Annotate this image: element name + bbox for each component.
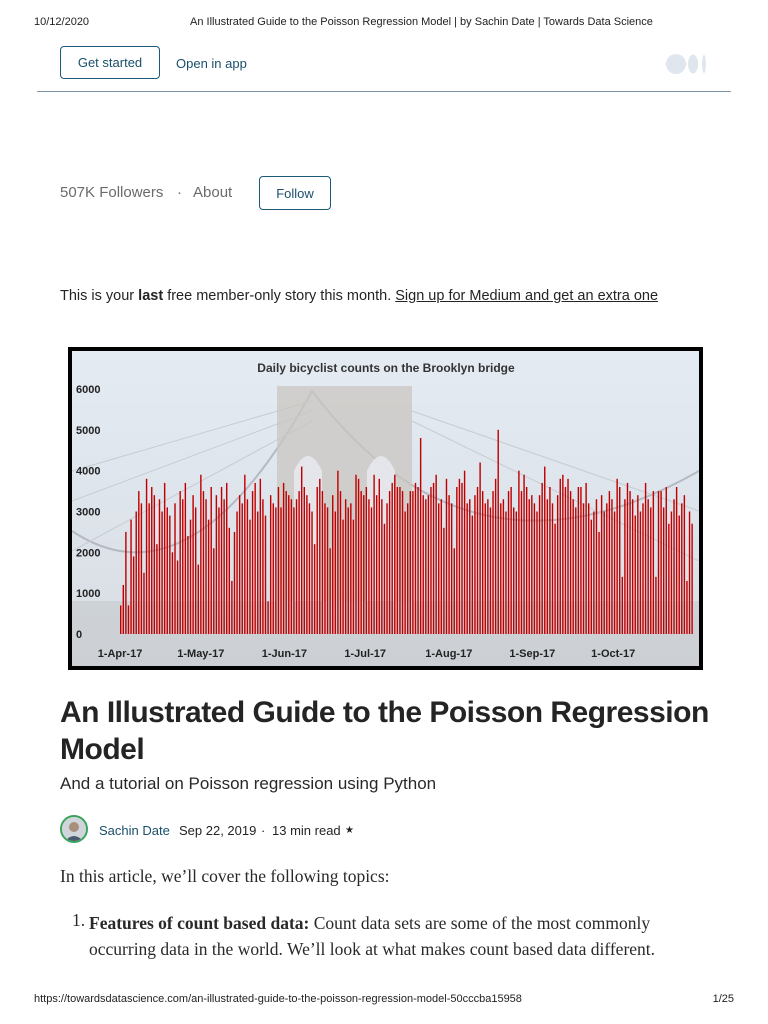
about-link[interactable]: About [193,184,233,201]
bar [518,471,519,634]
bar [482,491,483,634]
separator-dot: · [177,184,182,201]
open-in-app-link[interactable]: Open in app [176,56,247,71]
hero-image [68,347,703,670]
bar [211,487,212,634]
bar [500,503,501,634]
list-item [89,910,719,962]
list-item-heading: Features of count based data: [89,913,310,933]
bar [208,520,209,634]
bar [451,503,452,634]
bar [487,499,488,634]
bar [616,479,617,634]
bar [319,479,320,634]
bar [296,499,297,634]
bar [676,487,677,634]
bar [159,499,160,634]
bar [622,577,623,634]
bar [360,491,361,634]
bar [399,487,400,634]
bar [249,520,250,634]
x-tick-label: 1-Jul-17 [344,648,386,660]
bar [167,507,168,634]
bar [205,499,206,634]
bar [179,491,180,634]
bar [658,491,659,634]
bar [161,512,162,635]
bar [686,581,687,634]
bar [275,507,276,634]
bar [298,491,299,634]
bar [479,463,480,635]
bar [130,520,131,634]
bar [304,487,305,634]
bar [311,512,312,635]
bar [531,495,532,634]
member-only-banner [60,288,658,304]
list-item-number: 1. [72,910,86,930]
bar [580,487,581,634]
bar [593,512,594,635]
bar [348,507,349,634]
bar [291,499,292,634]
follow-button[interactable]: Follow [259,176,331,210]
bar [386,503,387,634]
bar [397,487,398,634]
y-tick-label: 5000 [76,424,101,437]
bar [526,487,527,634]
bar [384,524,385,634]
bar [417,487,418,634]
bar [624,499,625,634]
bar [510,487,511,634]
bar [141,503,142,634]
bar [609,491,610,634]
bar [637,495,638,634]
print-date: 10/12/2020 [34,16,90,28]
bar [254,483,255,634]
bar [120,605,121,634]
bar [684,495,685,634]
bar [560,479,561,634]
bar [358,479,359,634]
bar [650,507,651,634]
bar [260,479,261,634]
bar [350,503,351,634]
bar [133,556,134,634]
bar [420,438,421,634]
bar [673,499,674,634]
article-title: An Illustrated Guide to the Poisson Regression Model [60,696,709,766]
bar [474,495,475,634]
x-tick-label: 1-Oct-17 [591,648,636,660]
bar [660,491,661,634]
print-page-title: An Illustrated Guide to the Poisson Regression Model | by Sachin Date | Towards Data Science [190,16,653,28]
bar [242,503,243,634]
bar [629,491,630,634]
bar [198,565,199,634]
bar [448,495,449,634]
bar [355,475,356,634]
bar [381,499,382,634]
bar [148,503,149,634]
bar [562,475,563,634]
bar [454,548,455,634]
bar [583,503,584,634]
banner-prefix: This is your [60,288,139,304]
bar [407,503,408,634]
bar [195,507,196,634]
bar [327,507,328,634]
bar [236,512,237,635]
bar [257,512,258,635]
medium-logo-icon[interactable] [666,54,710,74]
bar [353,520,354,634]
bar [337,471,338,634]
bar [495,479,496,634]
bar [614,512,615,635]
bar [655,577,656,634]
bar [575,507,576,634]
y-tick-label: 4000 [76,465,101,478]
bar [433,483,434,634]
article-subtitle: And a tutorial on Poisson regression using Python [60,774,437,793]
bar [379,479,380,634]
bar [523,475,524,634]
bar [288,495,289,634]
bar [322,491,323,634]
bar [572,499,573,634]
bar [138,491,139,634]
bar [151,487,152,634]
bar [438,503,439,634]
followers-count[interactable]: 507K Followers [60,184,164,201]
bar [192,495,193,634]
bar [554,524,555,634]
header-divider [37,91,731,92]
bar [376,495,377,634]
bar [678,516,679,634]
bridge-background [72,351,699,666]
bar [267,601,268,634]
bar [363,495,364,634]
bar [456,487,457,634]
bar [647,499,648,634]
bar [606,503,607,634]
bar [601,495,602,634]
bar [182,499,183,634]
bar [653,491,654,634]
bar [490,507,491,634]
bar [187,536,188,634]
bar [428,495,429,634]
bar [435,475,436,634]
bar [324,503,325,634]
bar [252,491,253,634]
x-axis [98,648,636,660]
bar [221,487,222,634]
bar [529,499,530,634]
bar [565,487,566,634]
bar [273,503,274,634]
bar [469,499,470,634]
bar [345,499,346,634]
bar [278,487,279,634]
bar [340,491,341,634]
author-name-link[interactable]: Sachin Date [99,823,170,838]
bar [342,520,343,634]
bar [368,499,369,634]
bar [588,503,589,634]
bar [371,507,372,634]
bar [154,495,155,634]
bar [270,495,271,634]
bar [314,544,315,634]
bar [663,507,664,634]
bar [174,503,175,634]
y-tick-label: 0 [76,629,83,641]
bar [423,495,424,634]
bar [596,499,597,634]
bar [552,503,553,634]
author-avatar[interactable] [60,815,88,843]
banner-middle: free member-only story this month. [163,288,396,304]
bar [619,487,620,634]
print-url: https://towardsdatascience.com/an-illustrated-guide-to-the-poisson-regression-model-50cccba15958 [34,993,522,1005]
bar [335,512,336,635]
bar [671,512,672,635]
bar [247,499,248,634]
bar [265,516,266,634]
bar [123,585,124,634]
bar [223,499,224,634]
bar [404,512,405,635]
bar [213,548,214,634]
print-page-number: 1/25 [712,993,734,1005]
y-tick-label: 1000 [76,588,101,601]
bar [508,491,509,634]
bar [513,507,514,634]
bar [226,483,227,634]
bar [177,561,178,635]
bar [190,520,191,634]
bar [598,532,599,634]
bar [164,483,165,634]
bar [547,499,548,634]
bar [366,487,367,634]
bar [200,475,201,634]
bar [239,495,240,634]
bar [516,512,517,635]
bar [391,483,392,634]
bar [156,544,157,634]
bar [503,499,504,634]
y-tick-label: 6000 [76,384,101,396]
bar [585,483,586,634]
bar [146,479,147,634]
x-tick-label: 1-Jun-17 [261,648,308,660]
get-started-button[interactable]: Get started [60,46,160,79]
bar [461,483,462,634]
bar [218,507,219,634]
bar [283,483,284,634]
bar [472,516,473,634]
bar [505,512,506,635]
bar [229,528,230,634]
bicyclist-count-chart [72,351,699,666]
bar [681,503,682,634]
bar [136,512,137,635]
meta-separator: · [261,823,266,838]
bar [666,487,667,634]
intro-paragraph: In this article, we’ll cover the following topics: [60,866,390,886]
signup-link[interactable]: Sign up for Medium and get an extra one [395,288,659,304]
bar [485,503,486,634]
y-tick-label: 3000 [76,506,101,519]
bar [570,491,571,634]
bar [534,503,535,634]
bar [689,512,690,635]
star-icon: ★ [345,825,354,836]
bar [642,503,643,634]
bar [143,573,144,634]
bar [441,499,442,634]
y-tick-label: 2000 [76,547,101,560]
publish-date: Sep 22, 2019 [179,823,257,838]
bar [430,487,431,634]
bar [640,512,641,635]
bar [317,487,318,634]
bar [557,495,558,634]
x-tick-label: 1-May-17 [177,648,225,660]
bar [492,491,493,634]
bar [635,516,636,634]
bar [567,479,568,634]
bar [389,491,390,634]
bar [169,516,170,634]
bar [128,605,129,634]
bar [498,430,499,634]
bar [578,487,579,634]
bar [521,491,522,634]
bar [645,483,646,634]
bar [410,491,411,634]
x-tick-label: 1-Sep-17 [509,648,556,660]
bar [425,499,426,634]
bar [231,581,232,634]
bar [536,512,537,635]
read-time: 13 min read [272,823,341,838]
bar [394,475,395,634]
bar [591,520,592,634]
banner-emphasis: last [138,288,164,304]
bar [234,532,235,634]
bar [185,483,186,634]
bar [216,495,217,634]
bar [306,495,307,634]
bar [285,491,286,634]
bar [446,479,447,634]
x-tick-label: 1-Aug-17 [425,648,473,660]
bar [412,491,413,634]
bar [262,499,263,634]
bar [466,503,467,634]
bar [203,491,204,634]
bar [627,483,628,634]
bar [373,475,374,634]
bar [544,467,545,634]
bar [293,507,294,634]
x-tick-label: 1-Apr-17 [97,648,143,660]
bar [477,487,478,634]
bar [415,483,416,634]
bar [691,524,692,634]
bar [632,499,633,634]
bar [443,528,444,634]
bar [402,491,403,634]
chart-title: Daily bicyclist counts on the Brooklyn bridge [257,361,515,375]
bar [280,507,281,634]
bar [172,552,173,634]
bar [539,495,540,634]
bar [244,475,245,634]
bar [464,471,465,634]
bar [604,512,605,635]
bar [549,487,550,634]
bar [309,503,310,634]
author-photo-icon [62,817,86,841]
bar [329,548,330,634]
bar [301,467,302,634]
bar [668,524,669,634]
bar [459,479,460,634]
bar [611,499,612,634]
bar [332,495,333,634]
bar [541,483,542,634]
bar [125,532,126,634]
list-item-text: Count data sets are some of the most commonly occurring data in the world. We’ll look at what makes count based data different. [89,913,656,959]
